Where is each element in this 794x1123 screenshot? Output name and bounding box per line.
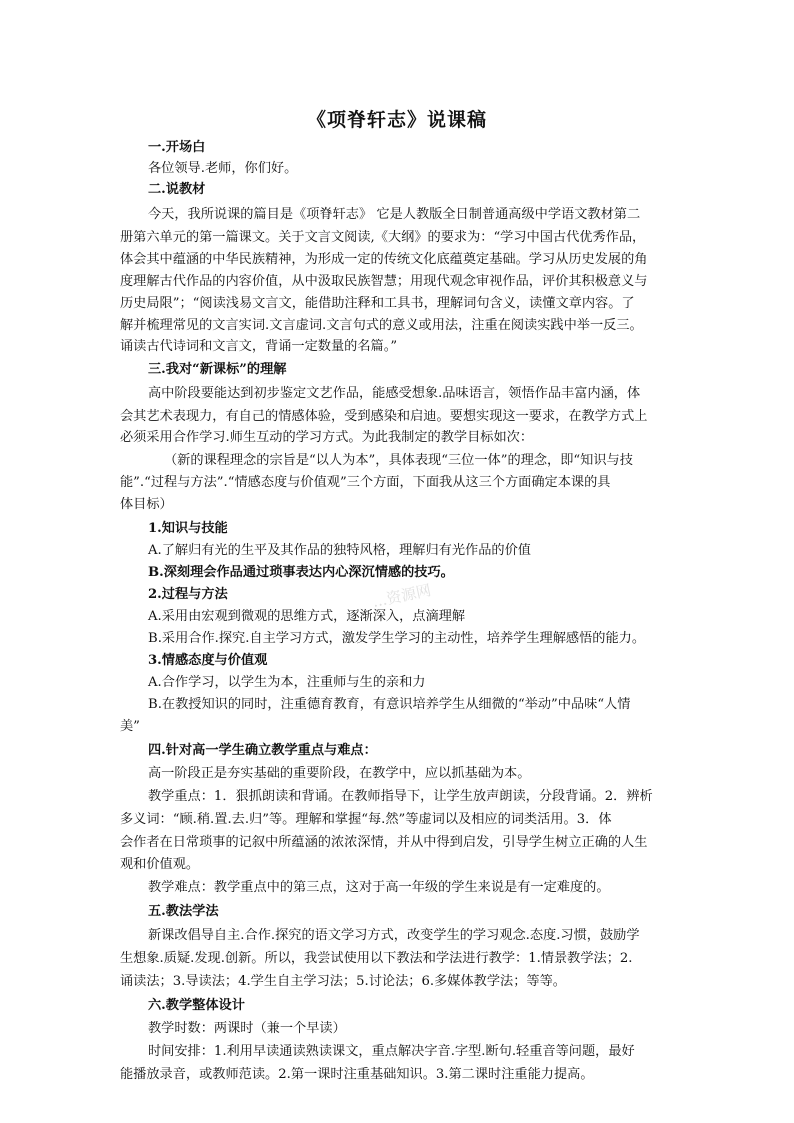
heading-textbook: 二.说教材: [148, 182, 206, 197]
paragraph-line: 会作者在日常琐事的记叙中所蕴涵的浓浓深情，并从中得到启发，引导学生树立正确的人生: [120, 835, 648, 850]
paragraph-line: 教学时数：两课时（兼一个早读）: [148, 1021, 346, 1036]
list-item: B.在教授知识的同时，注重德育教育，有意识培养学生从细微的“举动”中品味“人情: [148, 697, 631, 712]
list-item: A.采用由宏观到微观的思维方式，逐渐深入，点滴理解: [148, 609, 466, 624]
list-item-continuation: 美”: [120, 719, 140, 734]
paragraph-line: 必须采用合作学习.师生互动的学习方式。为此我制定的教学目标如次：: [120, 430, 534, 445]
subheading-emotion: 3.情感态度与价值观: [148, 653, 268, 668]
paragraph-line: 诵读古代诗词和文言文，背诵一定数量的名篇。”: [120, 339, 398, 354]
paragraph-line: 会其艺术表现力，有自己的情感体验，受到感染和启迪。要想实现这一要求，在教学方式上: [120, 409, 648, 424]
paragraph-line: 度理解古代作品的内容价值，从中汲取民族智慧；用现代观念审视作品，评价其积极意义与: [120, 274, 648, 289]
paragraph-line: 高一阶段正是夯实基础的重要阶段，在教学中，应以抓基础为本。: [148, 766, 531, 781]
paragraph-line: 能播放录音，或教师范读。2.第一课时注重基础知识。3.第二课时注重能力提高。: [120, 1067, 594, 1082]
paragraph-line: 诵读法；3.导读法；4.学生自主学习法；5.讨论法；6.多媒体教学法；等等。: [120, 974, 566, 989]
paragraph-line: 能”.“过程与方法”.“情感态度与价值观”三个方面，下面我从这三个方面确定本课的具: [120, 475, 611, 490]
paragraph-line: 生想象.质疑.发现.创新。所以，我尝试使用以下教法和学法进行教学：1.情景教学法；2.: [120, 951, 633, 966]
paragraph-line: 体会其中蕴涵的中华民族精神，为形成一定的传统文化底蕴奠定基础。学习从历史发展的角: [120, 252, 648, 267]
watermark: ...资源网: [370, 581, 433, 611]
paragraph-line: 多义词：“顾.稍.置.去.归”等。理解和掌握“每.然”等虚词以及相应的词类活用。3．体: [120, 812, 612, 827]
heading-methods: 五.教法学法: [148, 904, 219, 919]
heading-design: 六.教学整体设计: [148, 998, 245, 1013]
heading-key-points: 四.针对高一学生确立教学重点与难点：: [148, 743, 377, 758]
paragraph-line: 各位领导.老师，你们好。: [148, 161, 298, 176]
list-item: A.合作学习，以学生为本，注重师与生的亲和力: [148, 675, 426, 690]
paragraph-line: 解并梳理常见的文言实词.文言虚词.文言句式的意义或用法，注重在阅读实践中举一反三。: [120, 318, 643, 333]
heading-opening: 一.开场白: [148, 140, 206, 155]
list-item: B.采用合作.探究.自主学习方式，激发学生学习的主动性，培养学生理解感悟的能力。: [148, 631, 646, 646]
paragraph-line: 历史局限”；“阅读浅易文言文，能借助注释和工具书，理解词句含义，读懂文章内容。了: [120, 296, 635, 311]
subheading-knowledge: 1.知识与技能: [148, 521, 228, 536]
list-item: A.了解归有光的生平及其作品的独特风格，理解归有光作品的价值: [148, 543, 531, 558]
document-title: 《项脊轩志》说课稿: [306, 109, 487, 131]
paragraph-line: 体目标）: [120, 497, 173, 512]
subheading-process: 2.过程与方法: [148, 587, 228, 602]
paragraph-line: 高中阶段要能达到初步鉴定文艺作品，能感受想象.品味语言，领悟作品丰富内涵，体: [148, 386, 641, 401]
paragraph-line: 教学重点：1．狠抓朗读和背诵。在教师指导下，让学生放声朗读，分段背诵。2．辨析: [148, 789, 653, 804]
list-item: B.深刻理会作品通过琐事表达内心深沉情感的技巧。: [148, 565, 454, 580]
heading-curriculum: 三.我对“新课标”的理解: [148, 362, 287, 377]
paragraph-line: 新课改倡导自主.合作.探究的语文学习方式，改变学生的学习观念.态度.习惯，鼓励学: [148, 928, 640, 943]
paragraph-line: 册第六单元的第一篇课文。关于文言文阅读,《大纲》的要求为：“学习中国古代优秀作品，: [120, 230, 646, 245]
paragraph-line: 时间安排：1.利用早读通读熟读课文，重点解决字音.字型.断句.轻重音等问题，最好: [148, 1044, 635, 1059]
paragraph-line: （新的课程理念的宗旨是“以人为本”，具体表现“三位一体”的理念，即“知识与技: [164, 453, 633, 468]
paragraph-line: 教学难点：教学重点中的第三点，这对于高一年级的学生来说是有一定难度的。: [148, 880, 610, 895]
paragraph-line: 观和价值观。: [120, 857, 200, 872]
paragraph-line: 今天，我所说课的篇目是《项脊轩志》 它是人教版全日制普通高级中学语文教材第二: [148, 207, 641, 222]
